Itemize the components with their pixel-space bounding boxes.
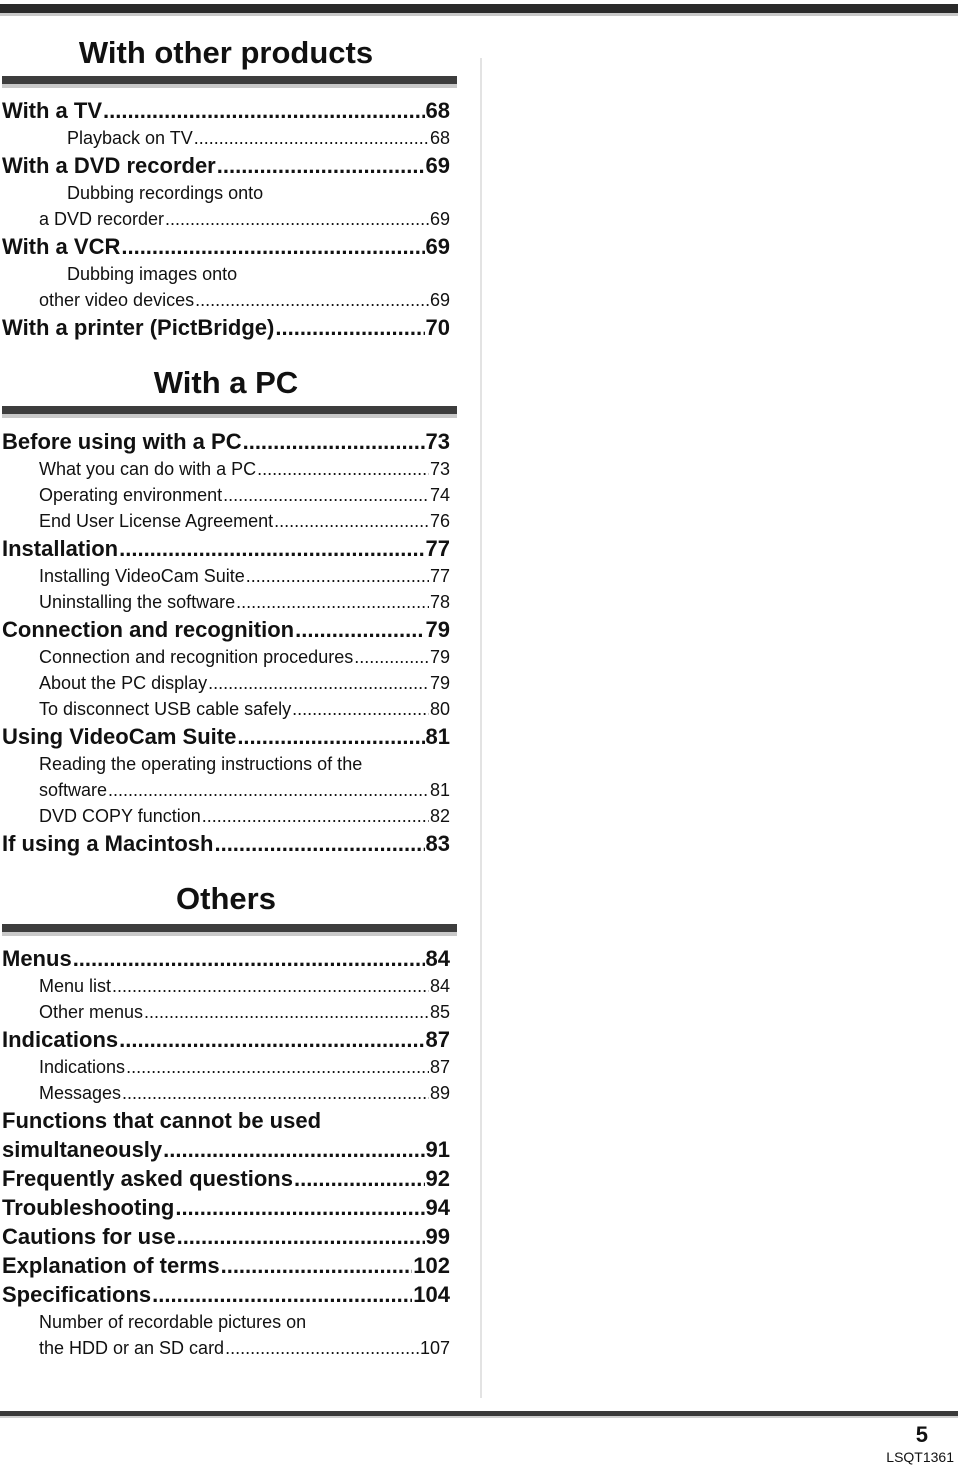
toc-entry[interactable] [2,180,450,206]
toc-entry-page: 73 [425,429,450,454]
toc-entry-label: With a printer (PictBridge) [2,315,275,340]
dot-leader [217,151,425,180]
dot-leader [126,1054,429,1080]
toc-entry-page: 91 [425,1137,450,1162]
toc-entry-label: End User License Agreement [39,511,274,531]
toc-entry[interactable] [2,1193,450,1222]
toc-entry-label: If using a Macintosh [2,831,214,856]
toc-entry-label: With a DVD recorder [2,153,216,178]
toc-entry-label: Indications [39,1057,126,1077]
toc-entry-page: 89 [429,1083,450,1103]
toc-entry-label: Specifications [2,1282,152,1307]
toc-entry[interactable] [2,644,450,670]
toc-entry-label: other video devices [39,290,195,310]
toc-entry-page: 99 [425,1224,450,1249]
dot-leader [225,1335,419,1361]
toc-entry[interactable] [2,96,450,125]
toc-entry[interactable] [2,1309,450,1335]
toc-entry-label: Menus [2,946,72,971]
dot-leader [295,615,424,644]
toc-list [2,944,450,1361]
toc-entry[interactable] [2,206,450,232]
toc-entry[interactable] [2,1222,450,1251]
dot-leader [194,125,429,151]
toc-entry-page: 87 [429,1057,450,1077]
toc-entry-label: With a TV [2,98,103,123]
toc-entry-page: 79 [425,617,450,642]
dot-leader [119,1025,424,1054]
toc-entry-page: 69 [429,209,450,229]
toc-entry-label: About the PC display [39,673,208,693]
dot-leader [165,206,429,232]
toc-entry[interactable] [2,1335,450,1361]
section-rule [2,76,457,84]
toc-entry[interactable] [2,456,450,482]
toc-entry-label: Indications [2,1027,119,1052]
toc-entry-page: 77 [429,566,450,586]
dot-leader [292,696,429,722]
dot-leader [152,1280,412,1309]
toc-entry-page: 80 [429,699,450,719]
toc-entry-label: Explanation of terms [2,1253,220,1278]
toc-entry-label: Using VideoCam Suite [2,724,237,749]
page-number: 5 [915,1422,928,1447]
dot-leader [103,96,424,125]
toc-entry[interactable] [2,125,450,151]
toc-entry-page: 82 [429,806,450,826]
toc-entry[interactable] [2,427,450,456]
dot-leader [223,482,429,508]
toc-entry-page: 85 [429,1002,450,1022]
toc-entry-page: 69 [429,290,450,310]
toc-entry-page: 74 [429,485,450,505]
dot-leader [294,1164,425,1193]
toc-entry-label: software [39,780,108,800]
toc-entry-label: Installation [2,536,119,561]
toc-entry-label: Connection and recognition [2,617,295,642]
toc-entry-label: Uninstalling the software [39,592,236,612]
section-with-a-pc [2,364,450,858]
toc-entry[interactable] [2,751,450,777]
toc-entry[interactable] [2,973,450,999]
toc-entry-label: To disconnect USB cable safely [39,699,292,719]
toc-entry-page: 104 [413,1282,450,1307]
dot-leader [354,644,429,670]
toc-entry-label: Cautions for use [2,1224,176,1249]
toc-entry-page: 92 [425,1166,450,1191]
toc-entry-page: 76 [429,511,450,531]
dot-leader [202,803,429,829]
toc-entry-page: 81 [425,724,450,749]
toc-entry-page: 68 [429,128,450,148]
toc-entry[interactable] [2,1106,450,1135]
toc-entry[interactable] [2,829,450,858]
toc-entry-page: 83 [425,831,450,856]
toc-entry[interactable] [2,313,450,342]
column-divider [480,58,482,1398]
toc-entry[interactable] [2,722,450,751]
section-title: Others [176,881,276,916]
toc-entry[interactable] [2,777,450,803]
toc-entry-page: 94 [425,1195,450,1220]
dot-leader [144,999,429,1025]
toc-entry-label: Playback on TV [67,128,193,148]
toc-entry-page: 84 [429,976,450,996]
toc-entry-label: Menu list [39,976,112,996]
toc-entry-page: 79 [429,673,450,693]
dot-leader [214,829,424,858]
toc-entry[interactable] [2,1054,450,1080]
toc-entry-page: 79 [429,647,450,667]
toc-entry-page: 69 [425,153,450,178]
top-bar [0,4,958,13]
section-rule [2,924,457,932]
dot-leader [257,456,429,482]
toc-entry[interactable] [2,1251,450,1280]
toc-entry[interactable] [2,534,450,563]
toc-entry-label: Connection and recognition procedures [39,647,354,667]
toc-entry-label: Dubbing recordings onto [67,183,264,203]
toc-entry-label: Dubbing images onto [67,264,238,284]
toc-entry-page: 68 [425,98,450,123]
dot-leader [177,1222,425,1251]
toc-entry[interactable] [2,482,450,508]
toc-entry[interactable] [2,615,450,644]
toc-entry-label: Messages [39,1083,122,1103]
toc-entry-label: Other menus [39,1002,144,1022]
toc-entry-page: 78 [429,592,450,612]
toc-entry-label: What you can do with a PC [39,459,257,479]
toc-entry[interactable] [2,999,450,1025]
document-code: LSQT1361 [886,1449,954,1465]
toc-entry[interactable] [2,232,450,261]
toc-entry[interactable] [2,670,450,696]
toc-entry-page: 87 [425,1027,450,1052]
toc-entry-label: Troubleshooting [2,1195,175,1220]
section-rule [2,406,457,414]
toc-entry-label: Operating environment [39,485,223,505]
dot-leader [208,670,429,696]
dot-leader [221,1251,413,1280]
toc-entry-label: Reading the operating instructions of the [39,754,363,774]
dot-leader [175,1193,424,1222]
toc-entry-label: Functions that cannot be used [2,1108,322,1133]
toc-entry-label: DVD COPY function [39,806,201,826]
toc-entry-page: 84 [425,946,450,971]
dot-leader [275,313,424,342]
footer-rule [0,1411,958,1416]
dot-leader [73,944,425,973]
toc-entry[interactable] [2,287,450,313]
toc-entry[interactable] [2,1164,450,1193]
toc-entry-label: the HDD or an SD card [39,1338,225,1358]
toc-entry[interactable] [2,696,450,722]
toc-entry[interactable] [2,1080,450,1106]
toc-entry-page: 81 [429,780,450,800]
toc-list [2,96,450,342]
toc-entry-label: Frequently asked questions [2,1166,293,1191]
dot-leader [246,563,429,589]
section-title: With other products [78,35,374,70]
dot-leader [236,589,429,615]
dot-leader [243,427,425,456]
toc-list [2,427,450,858]
toc-entry-label: Installing VideoCam Suite [39,566,245,586]
dot-leader [119,534,424,563]
toc-entry-page: 73 [429,459,450,479]
toc-entry[interactable] [2,803,450,829]
dot-leader [108,777,429,803]
toc-entry-label: Before using with a PC [2,429,242,454]
toc-entry[interactable] [2,944,450,973]
section-title: With a PC [153,365,299,400]
toc-entry[interactable] [2,261,450,287]
toc-entry[interactable] [2,1280,450,1309]
section-others [2,880,450,1361]
dot-leader [274,508,429,534]
toc-entry-page: 70 [425,315,450,340]
toc-entry-label: simultaneously [2,1137,163,1162]
section-with-other-products [2,34,450,342]
toc-entry-page: 107 [419,1338,450,1358]
toc-entry-page: 69 [425,234,450,259]
toc-entry[interactable] [2,151,450,180]
dot-leader [237,722,424,751]
dot-leader [112,973,429,999]
toc-entry-label: With a VCR [2,234,121,259]
toc-entry-page: 77 [425,536,450,561]
dot-leader [163,1135,424,1164]
toc-entry-label: Number of recordable pictures on [39,1312,307,1332]
dot-leader [121,232,424,261]
toc-entry[interactable] [2,589,450,615]
toc-entry[interactable] [2,1135,450,1164]
toc-entry-page: 102 [413,1253,450,1278]
dot-leader [122,1080,429,1106]
toc-entry-label: a DVD recorder [39,209,165,229]
toc-entry[interactable] [2,508,450,534]
toc-entry[interactable] [2,563,450,589]
toc-entry[interactable] [2,1025,450,1054]
dot-leader [195,287,429,313]
